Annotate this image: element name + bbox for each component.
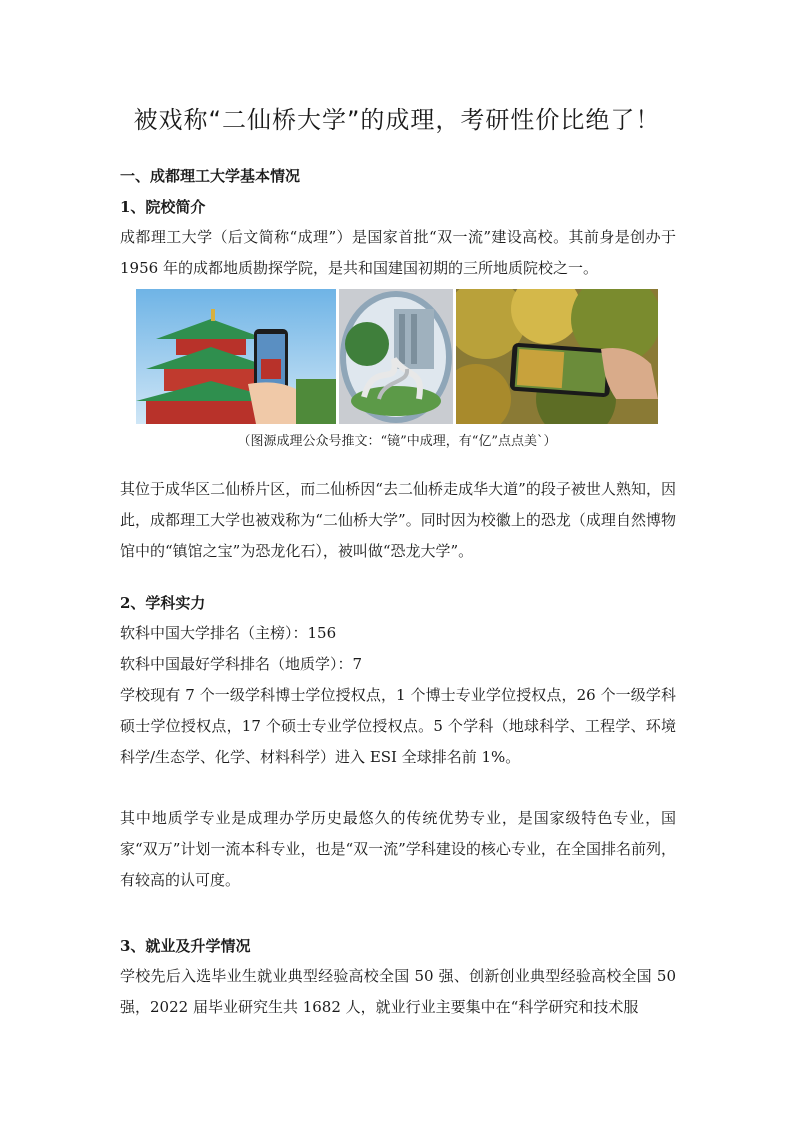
paragraph-degrees: 学校现有 7 个一级学科博士学位授权点，1 个博士专业学位授权点，26 个一级学科硕士学位授权点，17 个硕士专业学位授权点。5 个学科（地球科学、工程学、环境科学/生态学、化学、材料科学）进入 ESI 全球排名前 1%。	[120, 686, 676, 766]
section-heading-employment: 3、就业及升学情况	[120, 937, 251, 955]
pagoda-phone-photo	[136, 289, 336, 424]
paragraph-location: 其位于成华区二仙桥片区，而二仙桥因“去二仙桥走成华大道”的段子被世人熟知，因此，成都理工大学也被戏称为“二仙桥大学”。同时因为校徽上的恐龙（成理自然博物馆中的“镇馆之宝”为恐龙化石），被叫做“恐龙大学”。	[120, 480, 676, 560]
paragraph-employment: 学校先后入选毕业生就业典型经验高校全国 50 强、创新创业典型经验高校全国 50 强，2022 届毕业研究生共 1682 人，就业行业主要集中在“科学研究和技术服	[120, 967, 676, 1016]
lens-sculpture-photo	[339, 289, 453, 424]
paragraph-geology: 其中地质学专业是成理办学历史最悠久的传统优势专业，是国家级特色专业，国家“双万”计划一流本科专业，也是“双一流”学科建设的核心专业，在全国排名前列，有较高的认可度。	[120, 809, 676, 889]
section-heading-basics: 一、成都理工大学基本情况	[120, 167, 301, 185]
ranking-geology: 软科中国最好学科排名（地质学）：7	[120, 655, 363, 673]
ranking-university: 软科中国大学排名（主榜）：156	[120, 624, 337, 642]
page-title: 被戏称“二仙桥大学”的成理，考研性价比绝了！	[133, 106, 661, 134]
subheading-intro: 1、院校简介	[120, 198, 206, 216]
paragraph-intro: 成都理工大学（后文简称“成理”）是国家首批“双一流”建设高校。其前身是创办于 1956 年的成都地质勘探学院，是共和国建国初期的三所地质院校之一。	[120, 228, 676, 277]
autumn-phone-photo	[456, 289, 658, 424]
section-heading-disciplines: 2、学科实力	[120, 594, 206, 612]
photo-strip	[136, 289, 658, 424]
photo-caption: （图源成理公众号推文：“镜”中成理，有“亿”点点美`）	[237, 434, 557, 449]
